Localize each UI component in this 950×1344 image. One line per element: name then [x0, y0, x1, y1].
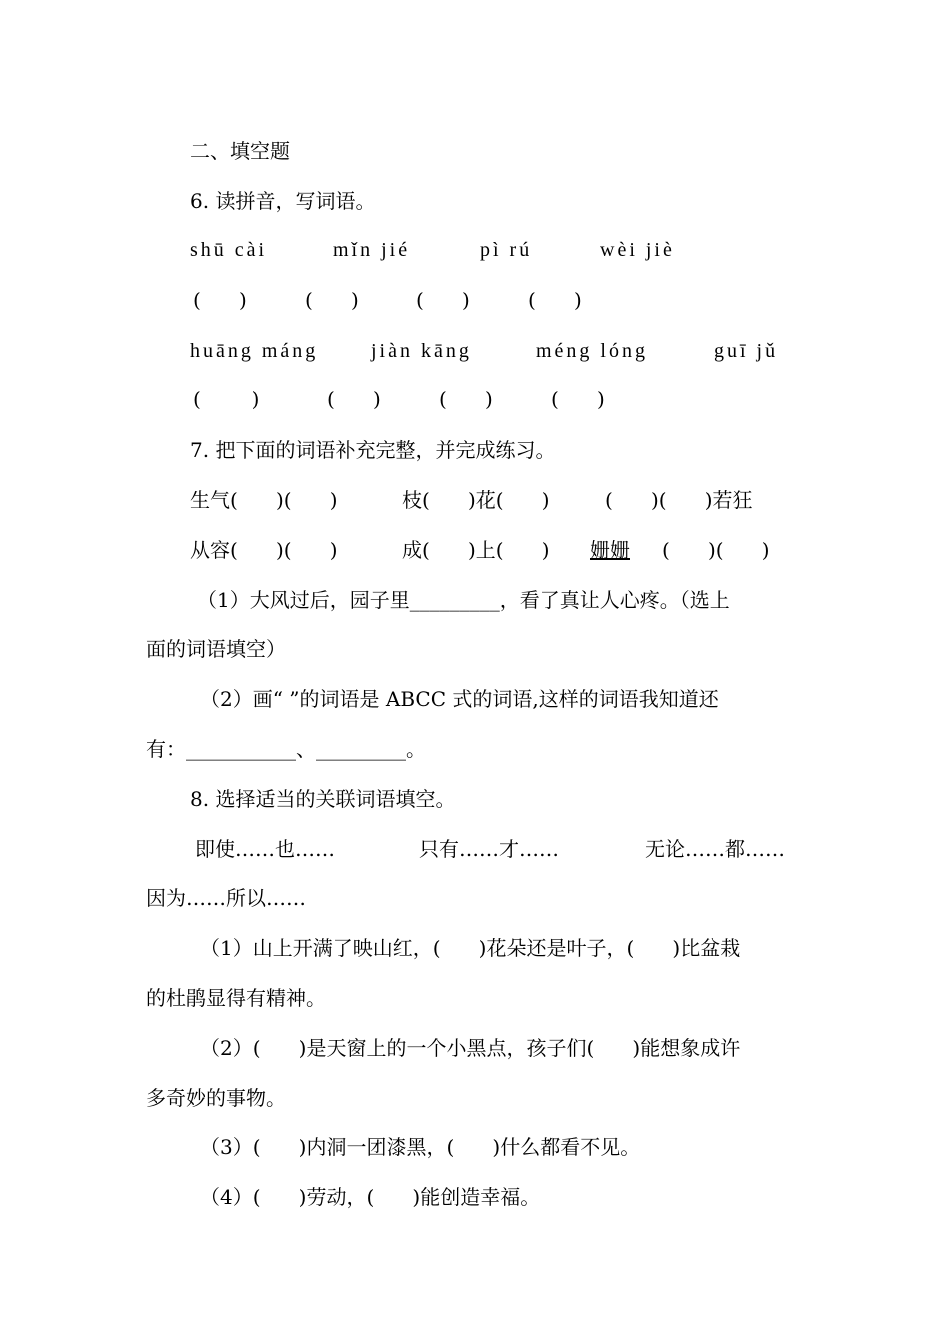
answer-blank[interactable]: ( )	[193, 288, 247, 312]
idiom-item: ( )( )	[662, 538, 770, 562]
question-7-title: 7. 把下面的词语补充完整，并完成练习。	[190, 438, 556, 462]
q8-sentence-1-line1: （1）山上开满了映山红，( )花朵还是叶子，( )比盆栽	[200, 936, 741, 960]
conjunction-option: 无论……都……	[645, 837, 785, 861]
pinyin-1: shū cài	[190, 239, 268, 261]
answer-blank[interactable]: ( )	[193, 387, 260, 411]
q7-sub1-line2: 面的词语填空）	[146, 637, 286, 661]
q8-sentence-2-line1: （2）( )是天窗上的一个小黑点，孩子们( )能想象成许	[200, 1036, 741, 1060]
answer-blank[interactable]: ( )	[439, 387, 493, 411]
pinyin-3: pì rú	[480, 239, 533, 261]
answer-blank[interactable]: ( )	[416, 288, 470, 312]
idiom-item: 成( )上( )	[402, 538, 550, 562]
idiom-item: 生气( )( )	[190, 488, 338, 512]
idiom-item: 枝( )花( )	[402, 488, 550, 512]
answer-blank[interactable]: ( )	[528, 288, 582, 312]
question-6-title: 6. 读拼音，写词语。	[190, 189, 376, 213]
conjunction-option: 因为……所以……	[146, 886, 306, 910]
pinyin-4: wèi jiè	[600, 239, 675, 261]
section-title: 二、填空题	[190, 139, 290, 163]
idiom-item: 姗姗	[590, 538, 630, 562]
pinyin-8: guī jǔ	[714, 340, 779, 362]
q8-sentence-3: （3）( )内洞一团漆黑，( )什么都看不见。	[200, 1135, 641, 1159]
pinyin-7: méng lóng	[536, 340, 648, 362]
answer-blank[interactable]: ( )	[551, 387, 605, 411]
answer-blank[interactable]: ( )	[327, 387, 381, 411]
question-8-title: 8. 选择适当的关联词语填空。	[190, 787, 456, 811]
answer-blank[interactable]: ( )	[305, 288, 359, 312]
pinyin-6: jiàn kāng	[371, 340, 472, 362]
pinyin-2: mǐn jié	[333, 239, 411, 261]
idiom-item: ( )( )若狂	[605, 488, 753, 512]
q8-sentence-2-line2: 多奇妙的事物。	[146, 1086, 286, 1110]
idiom-item: 从容( )( )	[190, 538, 338, 562]
q8-sentence-4: （4）( )劳动，( )能创造幸福。	[200, 1185, 541, 1209]
pinyin-5: huāng máng	[190, 340, 319, 362]
q7-sub1-line1: （1）大风过后，园子里_________，看了真让人心疼。（选上	[197, 588, 730, 612]
q7-sub2-line2: 有：___________、_________。	[146, 737, 426, 761]
conjunction-option: 只有……才……	[419, 837, 559, 861]
conjunction-option: 即使……也……	[195, 837, 335, 861]
q8-sentence-1-line2: 的杜鹃显得有精神。	[146, 986, 326, 1010]
q7-sub2-line1: （2）画“ ”的词语是 ABCC 式的词语,这样的词语我知道还	[200, 687, 719, 711]
